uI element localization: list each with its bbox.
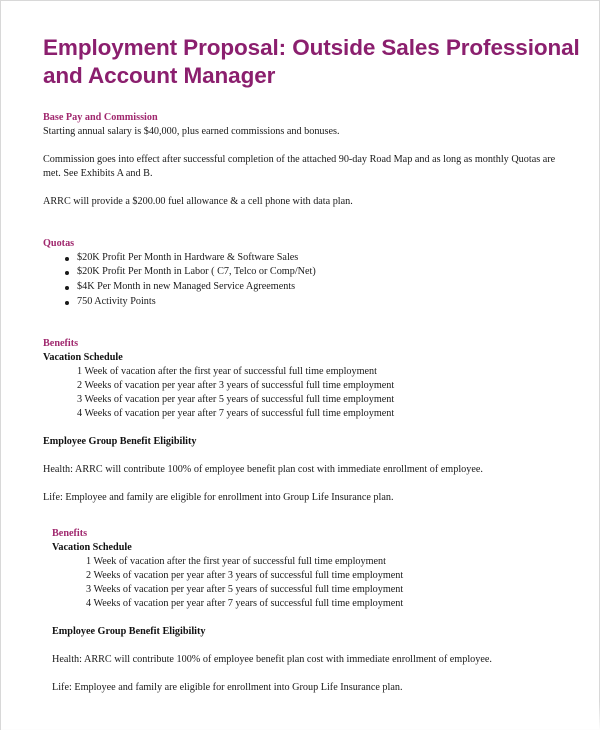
vacation-item: 2 Weeks of vacation per year after 3 years of successful full time employment bbox=[86, 570, 404, 581]
page-fade bbox=[1, 701, 600, 731]
vacation-item: 4 Weeks of vacation per year after 7 years of successful full time employment bbox=[77, 408, 395, 419]
vacation-item: 4 Weeks of vacation per year after 7 years of successful full time employment bbox=[86, 598, 404, 609]
bullet-icon bbox=[65, 286, 69, 290]
benefits-heading: Benefits bbox=[43, 338, 79, 349]
benefits-heading: Benefits bbox=[52, 528, 88, 539]
salary-text: Starting annual salary is $40,000, plus earned commissions and bonuses. bbox=[43, 126, 340, 137]
bullet-icon bbox=[65, 301, 69, 305]
eligibility-heading: Employee Group Benefit Eligibility bbox=[52, 626, 206, 637]
bullet-icon bbox=[65, 271, 69, 275]
health-text: Health: ARRC will contribute 100% of employee benefit plan cost with immediate enrollment of employee. bbox=[52, 654, 492, 665]
quota-item: $4K Per Month in new Managed Service Agreements bbox=[77, 281, 296, 292]
quota-item: $20K Profit Per Month in Labor ( C7, Telco or Comp/Net) bbox=[77, 266, 316, 277]
vacation-item: 3 Weeks of vacation per year after 5 years of successful full time employment bbox=[77, 394, 395, 405]
vacation-item: 3 Weeks of vacation per year after 5 years of successful full time employment bbox=[86, 584, 404, 595]
vacation-schedule-heading: Vacation Schedule bbox=[52, 542, 132, 553]
bullet-icon bbox=[65, 257, 69, 261]
commission-text: Commission goes into effect after successful completion of the attached 90-day Road Map and as long as monthly Quotas are met. See Exhibits A and B. bbox=[43, 154, 556, 179]
quota-item: $20K Profit Per Month in Hardware & Software Sales bbox=[77, 252, 299, 263]
vacation-item: 2 Weeks of vacation per year after 3 years of successful full time employment bbox=[77, 380, 395, 391]
life-text: Life: Employee and family are eligible for enrollment into Group Life Insurance plan. bbox=[43, 492, 394, 503]
health-text: Health: ARRC will contribute 100% of employee benefit plan cost with immediate enrollment of employee. bbox=[43, 464, 483, 475]
vacation-item: 1 Week of vacation after the first year of successful full time employment bbox=[77, 366, 377, 377]
life-text: Life: Employee and family are eligible for enrollment into Group Life Insurance plan. bbox=[52, 682, 403, 693]
base-pay-heading: Base Pay and Commission bbox=[43, 112, 158, 123]
quota-item: 750 Activity Points bbox=[77, 296, 156, 307]
quotas-heading: Quotas bbox=[43, 238, 75, 249]
vacation-item: 1 Week of vacation after the first year of successful full time employment bbox=[86, 556, 386, 567]
vacation-schedule-heading: Vacation Schedule bbox=[43, 352, 123, 363]
page-title: Employment Proposal: Outside Sales Professional and Account Manager bbox=[43, 35, 580, 88]
eligibility-heading: Employee Group Benefit Eligibility bbox=[43, 436, 197, 447]
allowance-text: ARRC will provide a $200.00 fuel allowance & a cell phone with data plan. bbox=[43, 196, 353, 207]
